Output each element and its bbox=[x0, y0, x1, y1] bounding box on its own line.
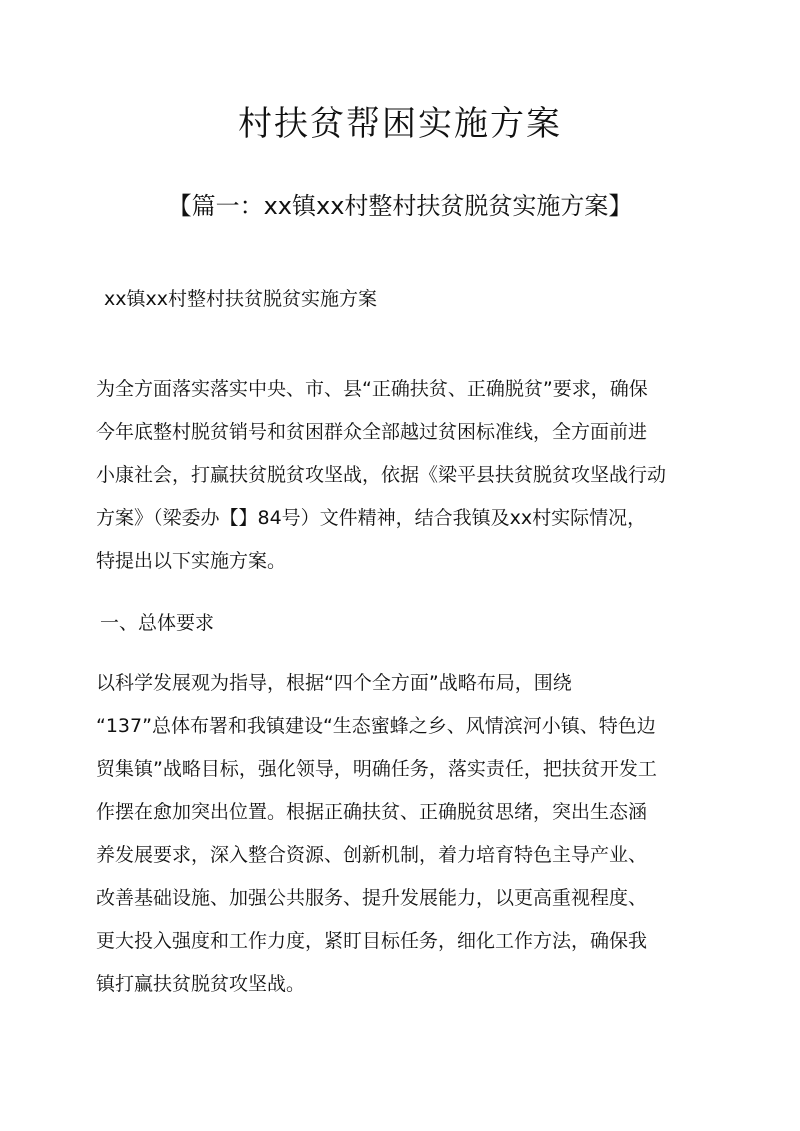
paragraph-line: 方案》（梁委办【】84号）文件精神，结合我镇及xx村实际情况， bbox=[96, 507, 647, 529]
paragraph-line: 镇打赢扶贫脱贫攻坚战。 bbox=[96, 973, 306, 995]
paragraph-line: 养发展要求，深入整合资源、创新机制，着力培育特色主导产业、 bbox=[96, 844, 648, 866]
paragraph-line: “137”总体布署和我镇建设“生态蜜蜂之乡、风情滨河小镇、特色边 bbox=[96, 715, 656, 737]
section-heading-general-requirements: 一、总体要求 bbox=[100, 612, 215, 634]
paragraph-line: 特提出以下实施方案。 bbox=[96, 550, 287, 572]
paragraph-line: 以科学发展观为指导，根据“四个全方面”战略布局，围绕 bbox=[96, 672, 572, 694]
paragraph-line: 今年底整村脱贫销号和贫困群众全部越过贫困标准线，全方面前进 bbox=[96, 421, 648, 443]
paragraph-line: 贸集镇”战略目标，强化领导，明确任务，落实责任，把扶贫开发工 bbox=[96, 758, 657, 780]
paragraph-line: 更大投入强度和工作力度，紧盯目标任务，细化工作方法，确保我 bbox=[96, 930, 648, 952]
document-title: 村扶贫帮困实施方案 bbox=[238, 104, 562, 144]
document-subtitle: 【篇一：xx镇xx村整村扶贫脱贫实施方案】 bbox=[167, 192, 633, 220]
plan-heading: xx镇xx村整村扶贫脱贫实施方案 bbox=[104, 288, 377, 310]
intro-paragraph bbox=[96, 368, 736, 583]
general-requirements-paragraph bbox=[96, 662, 736, 1006]
paragraph-line: 为全方面落实落实中央、市、县“正确扶贫、正确脱贫”要求，确保 bbox=[96, 378, 648, 400]
paragraph-line: 改善基础设施、加强公共服务、提升发展能力，以更高重视程度、 bbox=[96, 887, 648, 909]
paragraph-line: 小康社会，打赢扶贫脱贫攻坚战，依据《梁平县扶贫脱贫攻坚战行动 bbox=[96, 464, 667, 486]
paragraph-line: 作摆在愈加突出位置。根据正确扶贫、正确脱贫思绪，突出生态涵 bbox=[96, 801, 648, 823]
